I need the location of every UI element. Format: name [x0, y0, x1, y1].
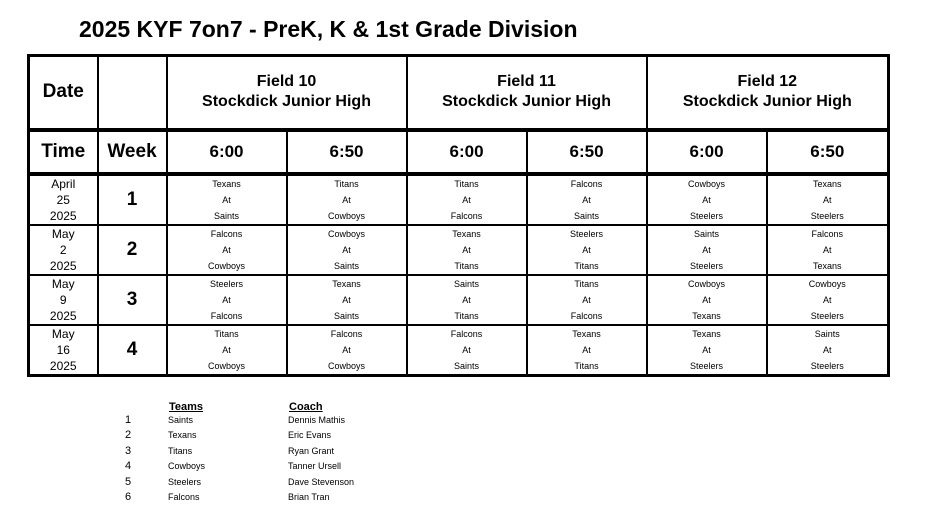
- week-header: Week: [98, 130, 167, 174]
- at-label: At: [823, 344, 832, 355]
- game-cell: [167, 325, 287, 376]
- at-label: At: [823, 244, 832, 255]
- home-team: Cowboys: [808, 278, 846, 289]
- away-team: Saints: [454, 360, 480, 371]
- field-header: [407, 56, 647, 130]
- home-team: Cowboys: [328, 228, 366, 239]
- at-label: At: [462, 244, 471, 255]
- at-label: At: [342, 244, 351, 255]
- at-label: At: [222, 194, 231, 205]
- game-cell: [167, 275, 287, 325]
- date-header: Date: [29, 56, 98, 130]
- home-team: Falcons: [570, 178, 603, 189]
- time-header: Time: [29, 130, 98, 174]
- away-team: Steelers: [810, 310, 844, 321]
- date-day: 2: [59, 242, 67, 257]
- home-team: Steelers: [209, 278, 244, 289]
- week-number: 1: [98, 174, 167, 225]
- game-cell: [527, 275, 647, 325]
- team-name: Falcons: [168, 491, 200, 502]
- game-cell: [647, 225, 767, 275]
- page-title: 2025 KYF 7on7 - PreK, K & 1st Grade Division: [79, 16, 578, 42]
- coach-name: Ryan Grant: [288, 445, 335, 456]
- date-day: 16: [56, 342, 70, 357]
- team-number: 5: [124, 475, 132, 488]
- at-label: At: [702, 194, 711, 205]
- at-label: At: [222, 244, 231, 255]
- date-day: 25: [56, 192, 70, 207]
- time-slot: 6:50: [767, 130, 889, 174]
- at-label: At: [702, 344, 711, 355]
- home-team: Titans: [214, 328, 239, 339]
- team-number: 2: [124, 429, 132, 442]
- away-team: Texans: [813, 260, 842, 271]
- week-number: 2: [98, 225, 167, 275]
- team-number: 3: [124, 444, 132, 457]
- home-team: Texans: [692, 328, 721, 339]
- coach-name: Brian Tran: [288, 491, 330, 502]
- away-team: Steelers: [690, 260, 724, 271]
- away-team: Cowboys: [207, 260, 245, 271]
- time-slot: 6:50: [287, 130, 407, 174]
- game-cell: [647, 275, 767, 325]
- time-slot: 6:00: [167, 130, 287, 174]
- home-team: Texans: [452, 228, 481, 239]
- game-cell: [167, 225, 287, 275]
- week-number: 4: [98, 325, 167, 376]
- at-label: At: [702, 294, 711, 305]
- date-month: April: [51, 176, 76, 191]
- date-cell: [29, 225, 98, 275]
- week-number: 3: [98, 275, 167, 325]
- at-label: At: [582, 194, 591, 205]
- field-header: [647, 56, 889, 130]
- home-team: Saints: [694, 228, 720, 239]
- game-cell: [407, 225, 527, 275]
- game-cell: [527, 174, 647, 225]
- home-team: Steelers: [570, 228, 604, 239]
- time-slot: 6:00: [407, 130, 527, 174]
- away-team: Steelers: [810, 210, 844, 221]
- coach-name: Dave Stevenson: [288, 476, 355, 487]
- team-number: 4: [124, 460, 132, 473]
- away-team: Steelers: [690, 360, 724, 371]
- away-team: Saints: [334, 260, 360, 271]
- teams-heading: Teams: [169, 401, 204, 413]
- home-team: Texans: [813, 178, 842, 189]
- away-team: Cowboys: [328, 210, 366, 221]
- week-row: [29, 325, 889, 376]
- date-cell: [29, 174, 98, 225]
- time-slot: 6:00: [647, 130, 767, 174]
- coach-name: Eric Evans: [288, 430, 332, 441]
- at-label: At: [823, 194, 832, 205]
- away-team: Falcons: [570, 310, 603, 321]
- team-number: 6: [124, 490, 132, 503]
- game-cell: [287, 225, 407, 275]
- team-name: Texans: [168, 430, 197, 441]
- at-label: At: [462, 194, 471, 205]
- at-label: At: [582, 294, 591, 305]
- coach-heading: Coach: [289, 401, 323, 413]
- home-team: Saints: [454, 278, 480, 289]
- away-team: Titans: [454, 260, 479, 271]
- team-name: Saints: [168, 415, 194, 425]
- game-cell: [287, 325, 407, 376]
- date-month: May: [51, 226, 75, 241]
- away-team: Cowboys: [328, 360, 366, 371]
- game-cell: [287, 275, 407, 325]
- field-name: Field 12: [737, 73, 798, 91]
- date-month: May: [51, 276, 75, 291]
- away-team: Texans: [692, 310, 721, 321]
- away-team: Titans: [574, 360, 599, 371]
- at-label: At: [222, 344, 231, 355]
- week-row: [29, 225, 889, 275]
- away-team: Titans: [574, 260, 599, 271]
- week-row: [29, 174, 889, 225]
- game-cell: [527, 225, 647, 275]
- away-team: Titans: [454, 310, 479, 321]
- team-name: Cowboys: [168, 461, 206, 472]
- home-team: Texans: [572, 328, 601, 339]
- coach-name: Dennis Mathis: [288, 415, 346, 425]
- time-slot: 6:50: [527, 130, 647, 174]
- at-label: At: [582, 344, 591, 355]
- field-name: Field 11: [497, 73, 556, 91]
- game-cell: [527, 325, 647, 376]
- away-team: Cowboys: [207, 360, 245, 371]
- date-month: May: [51, 326, 75, 341]
- game-cell: [647, 174, 767, 225]
- field-venue: Stockdick Junior High: [442, 93, 611, 111]
- home-team: Falcons: [811, 228, 844, 239]
- field-header: [167, 56, 407, 130]
- away-team: Falcons: [450, 210, 483, 221]
- at-label: At: [342, 194, 351, 205]
- field-venue: Stockdick Junior High: [202, 93, 371, 111]
- home-team: Cowboys: [688, 278, 726, 289]
- date-year: 2025: [49, 308, 77, 323]
- team-name: Steelers: [168, 476, 202, 487]
- away-team: Steelers: [690, 210, 724, 221]
- home-team: Saints: [814, 328, 840, 339]
- home-team: Falcons: [330, 328, 363, 339]
- date-year: 2025: [49, 358, 77, 373]
- game-cell: [407, 174, 527, 225]
- home-team: Texans: [332, 278, 361, 289]
- team-number: 1: [124, 414, 132, 426]
- home-team: Falcons: [450, 328, 483, 339]
- at-label: At: [702, 244, 711, 255]
- game-cell: [767, 325, 889, 376]
- team-name: Titans: [168, 445, 193, 456]
- at-label: At: [462, 344, 471, 355]
- at-label: At: [462, 294, 471, 305]
- at-label: At: [222, 294, 231, 305]
- home-team: Falcons: [210, 228, 243, 239]
- away-team: Falcons: [210, 310, 243, 321]
- at-label: At: [582, 244, 591, 255]
- at-label: At: [342, 344, 351, 355]
- schedule-table: [27, 54, 890, 377]
- coach-name: Tanner Ursell: [288, 461, 342, 472]
- game-cell: [767, 275, 889, 325]
- home-team: Titans: [334, 178, 359, 189]
- date-cell: [29, 275, 98, 325]
- away-team: Saints: [334, 310, 360, 321]
- field-venue: Stockdick Junior High: [682, 93, 852, 111]
- field-name: Field 10: [256, 73, 317, 91]
- date-day: 9: [59, 292, 67, 307]
- date-year: 2025: [49, 208, 77, 223]
- week-row: [29, 275, 889, 325]
- game-cell: [767, 225, 889, 275]
- game-cell: [287, 174, 407, 225]
- home-team: Cowboys: [688, 178, 726, 189]
- game-cell: [767, 174, 889, 225]
- date-year: 2025: [49, 258, 77, 273]
- home-team: Titans: [454, 178, 479, 189]
- blank-header: [98, 56, 167, 130]
- home-team: Texans: [212, 178, 241, 189]
- at-label: At: [823, 294, 832, 305]
- away-team: Saints: [213, 210, 239, 221]
- game-cell: [407, 325, 527, 376]
- date-cell: [29, 325, 98, 376]
- away-team: Steelers: [810, 360, 844, 371]
- away-team: Saints: [574, 210, 600, 221]
- at-label: At: [342, 294, 351, 305]
- game-cell: [647, 325, 767, 376]
- game-cell: [407, 275, 527, 325]
- game-cell: [167, 174, 287, 225]
- home-team: Titans: [574, 278, 599, 289]
